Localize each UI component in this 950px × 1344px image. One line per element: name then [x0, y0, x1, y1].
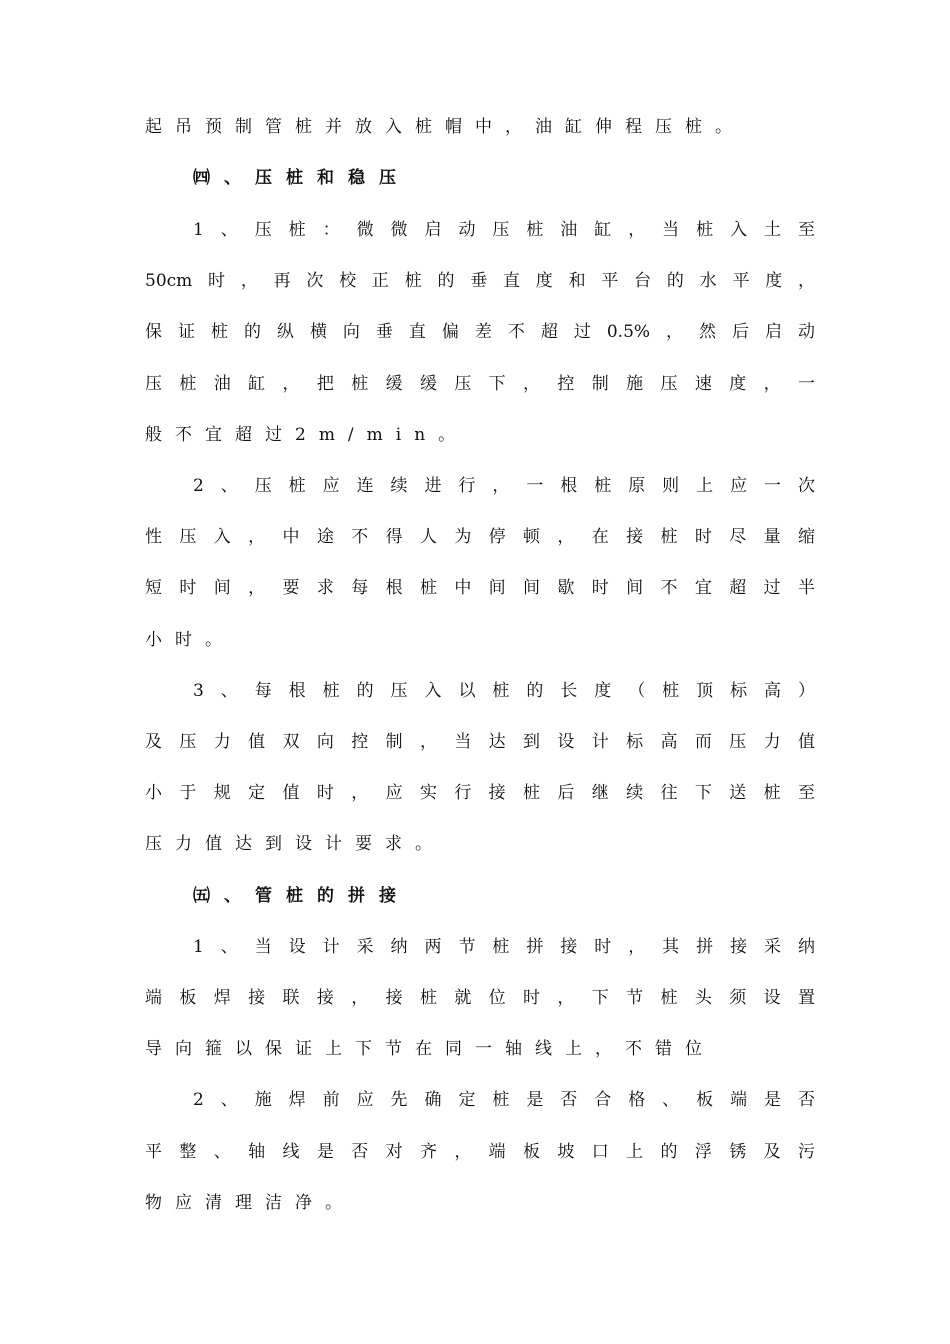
text-line: 性压入，中途不得人为停顿，在接桩时尽量缩 [145, 527, 815, 547]
text-line: 小于规定值时，应实行接桩后继续往下送桩至 [145, 783, 815, 803]
text-line: 压桩油缸，把桩缓缓压下，控制施压速度，一 [145, 374, 815, 394]
text-line: 平整、轴线是否对齐，端板坡口上的浮锈及污 [145, 1142, 815, 1162]
text-line: 3、每根桩的压入以桩的长度（桩顶标高） [193, 681, 815, 701]
text-line: 短时间，要求每根桩中间间歇时间不宜超过半 [145, 578, 815, 598]
text-line: 及压力值双向控制，当达到设计标高而压力值 [145, 732, 815, 752]
text-line: 端板焊接联接，接桩就位时，下节桩头须设置 [145, 988, 815, 1008]
text-line: 保证桩的纵横向垂直偏差不超过0.5%，然后启动 [145, 322, 815, 342]
text-line: 起吊预制管桩并放入桩帽中，油缸伸程压桩。 [145, 117, 745, 137]
text-line: 2、施焊前应先确定桩是否合格、板端是否 [193, 1090, 815, 1110]
text-line: 1、压桩：微微启动压桩油缸，当桩入土至 [193, 220, 815, 240]
text-line: 般不宜超过2m/min。 [145, 425, 469, 445]
text-line: 50cm时，再次校正桩的垂直度和平台的水平度， [145, 271, 815, 291]
section-heading: ㈣、压桩和稳压 [193, 168, 410, 188]
text-line: 2、压桩应连续进行，一根桩原则上应一次 [193, 476, 815, 496]
text-line: 物应清理洁净。 [145, 1193, 355, 1213]
text-line: 导向箍以保证上下节在同一轴线上，不错位 [145, 1039, 715, 1059]
section-heading: ㈤、管桩的拼接 [193, 886, 410, 906]
text-line: 小时。 [145, 630, 235, 650]
text-line: 1、当设计采纳两节桩拼接时，其拼接采纳 [193, 937, 815, 957]
text-line: 压力值达到设计要求。 [145, 834, 445, 854]
